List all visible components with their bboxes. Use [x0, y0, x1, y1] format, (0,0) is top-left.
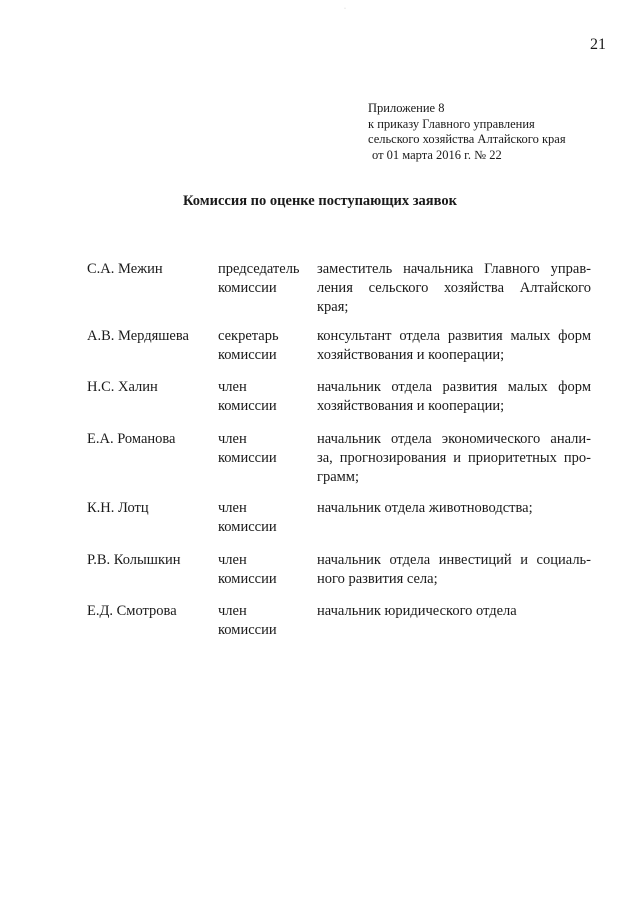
member-name: Р.В. Колышкин [87, 552, 181, 568]
member-role [218, 551, 310, 589]
member-position-line: начальник юридического отдела [317, 603, 517, 619]
member-name: Н.С. Халин [87, 379, 158, 395]
member-role-line: комиссии [218, 280, 277, 296]
member-role-line: член [218, 431, 247, 447]
member-role [218, 499, 310, 537]
member-name: Е.Д. Смотрова [87, 603, 177, 619]
member-role-line: секретарь [218, 328, 279, 344]
member-position-line: начальник отдела животноводства; [317, 500, 533, 516]
member-position-line: консультант отдела развития малых форм [317, 328, 591, 344]
member-role-line: комиссии [218, 622, 277, 638]
member-position [317, 430, 591, 487]
member-position-line: начальник отдела развития малых форм [317, 379, 591, 395]
appendix-line: сельского хозяйства Алтайского края [368, 132, 566, 146]
member-position [317, 602, 591, 621]
member-position-line: начальник отдела экономического анали- [317, 431, 591, 447]
member-role-line: председатель [218, 261, 300, 277]
member-name: С.А. Межин [87, 261, 163, 277]
member-position-line: хозяйствования и кооперации; [317, 398, 505, 414]
member-position-line: ления сельского хозяйства Алтайского [317, 280, 591, 296]
scan-mark: · [344, 6, 346, 12]
member-name: А.В. Мердяшева [87, 328, 189, 344]
member-role [218, 430, 310, 468]
member-role-line: член [218, 552, 247, 568]
member-role-line: член [218, 500, 247, 516]
member-position-line: ного развития села; [317, 571, 438, 587]
member-role-line: комиссии [218, 571, 277, 587]
member-role-line: комиссии [218, 519, 277, 535]
member-position [317, 327, 591, 365]
member-role-line: член [218, 603, 247, 619]
member-role [218, 602, 310, 640]
member-position [317, 551, 591, 589]
document-title: Комиссия по оценке поступающих заявок [182, 193, 457, 209]
member-position-line: края; [317, 299, 349, 315]
member-position [317, 260, 591, 317]
member-role [218, 378, 310, 416]
member-role-line: член [218, 379, 247, 395]
member-position-line: начальник отдела инвестиций и социаль- [317, 552, 591, 568]
appendix-line: от 01 марта 2016 г. № 22 [372, 147, 502, 162]
member-role [218, 260, 310, 298]
member-name: К.Н. Лотц [87, 500, 149, 516]
member-role-line: комиссии [218, 398, 277, 414]
member-position-line: заместитель начальника Главного управ- [317, 261, 591, 277]
page-number: 21 [590, 36, 606, 53]
member-position [317, 499, 591, 518]
member-role [218, 327, 310, 365]
appendix-line: к приказу Главного управления [368, 116, 535, 131]
appendix-line: Приложение 8 [368, 101, 445, 115]
member-position-line: грамм; [317, 469, 360, 485]
member-position-line: за, прогнозирования и приоритетных про- [317, 450, 591, 466]
member-position-line: хозяйствования и кооперации; [317, 347, 505, 363]
appendix-block [368, 101, 566, 163]
member-role-line: комиссии [218, 347, 277, 363]
member-role-line: комиссии [218, 450, 277, 466]
member-name: Е.А. Романова [87, 431, 176, 447]
member-position [317, 378, 591, 416]
